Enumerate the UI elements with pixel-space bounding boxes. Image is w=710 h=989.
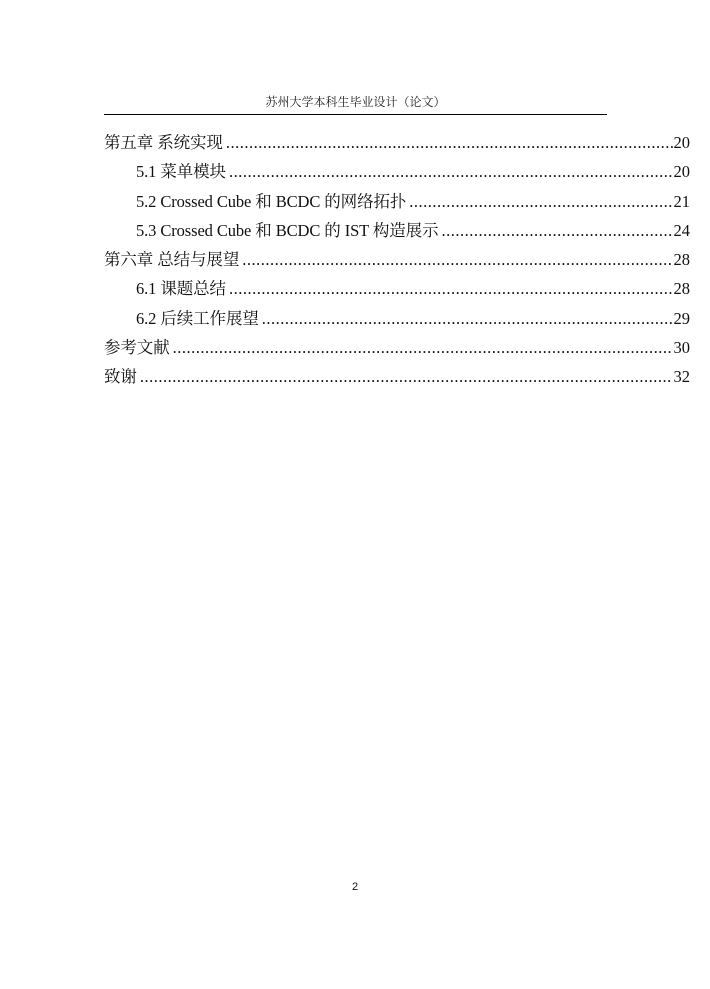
toc-entry-page: 32 [673, 367, 690, 387]
running-header: 苏州大学本科生毕业设计（论文） [265, 95, 446, 109]
toc-entry-title: 6.1 课题总结 [136, 279, 226, 299]
page-number: 2 [351, 881, 359, 893]
toc-dot-leader [441, 216, 672, 245]
toc-dot-leader [173, 333, 673, 362]
toc-entry-title: 5.2 Crossed Cube 和 BCDC 的网络拓扑 [136, 191, 407, 211]
toc-entry-section-5-3[interactable] [104, 216, 690, 245]
toc-dot-leader [229, 274, 673, 303]
toc-dot-leader [226, 128, 673, 157]
toc-entry-title: 第五章 系统实现 [104, 133, 223, 152]
toc-dot-leader [262, 304, 673, 333]
toc-entry-title: 6.2 后续工作展望 [136, 308, 259, 328]
toc-entry-page: 30 [673, 338, 690, 358]
toc-entry-title: 第六章 总结与展望 [104, 250, 240, 270]
table-of-contents [104, 128, 690, 392]
toc-entry-chapter-6[interactable] [104, 245, 690, 274]
toc-dot-leader [242, 245, 672, 274]
toc-entry-page: 29 [673, 308, 690, 328]
toc-entry-section-6-2[interactable] [104, 304, 690, 333]
toc-entry-acknowledgements[interactable] [104, 362, 690, 391]
toc-entry-section-5-2[interactable] [104, 187, 690, 216]
toc-entry-section-6-1[interactable] [104, 274, 690, 303]
toc-entry-title: 参考文献 [104, 338, 170, 358]
toc-dot-leader [409, 187, 672, 216]
toc-entry-title: 5.1 菜单模块 [136, 162, 226, 182]
toc-entry-section-5-1[interactable] [104, 157, 690, 186]
toc-entry-chapter-5[interactable] [104, 128, 690, 157]
toc-entry-page: 20 [673, 133, 690, 152]
header-rule [104, 114, 607, 115]
toc-entry-title: 致谢 [104, 367, 137, 387]
toc-entry-page: 20 [673, 162, 690, 182]
toc-entry-page: 24 [673, 220, 690, 240]
toc-entry-references[interactable] [104, 333, 690, 362]
toc-entry-page: 28 [673, 250, 690, 270]
toc-dot-leader [229, 157, 673, 186]
toc-entry-page: 28 [673, 279, 690, 299]
toc-entry-page: 21 [673, 191, 690, 211]
toc-entry-title: 5.3 Crossed Cube 和 BCDC 的 IST 构造展示 [136, 220, 439, 240]
toc-dot-leader [140, 362, 673, 391]
